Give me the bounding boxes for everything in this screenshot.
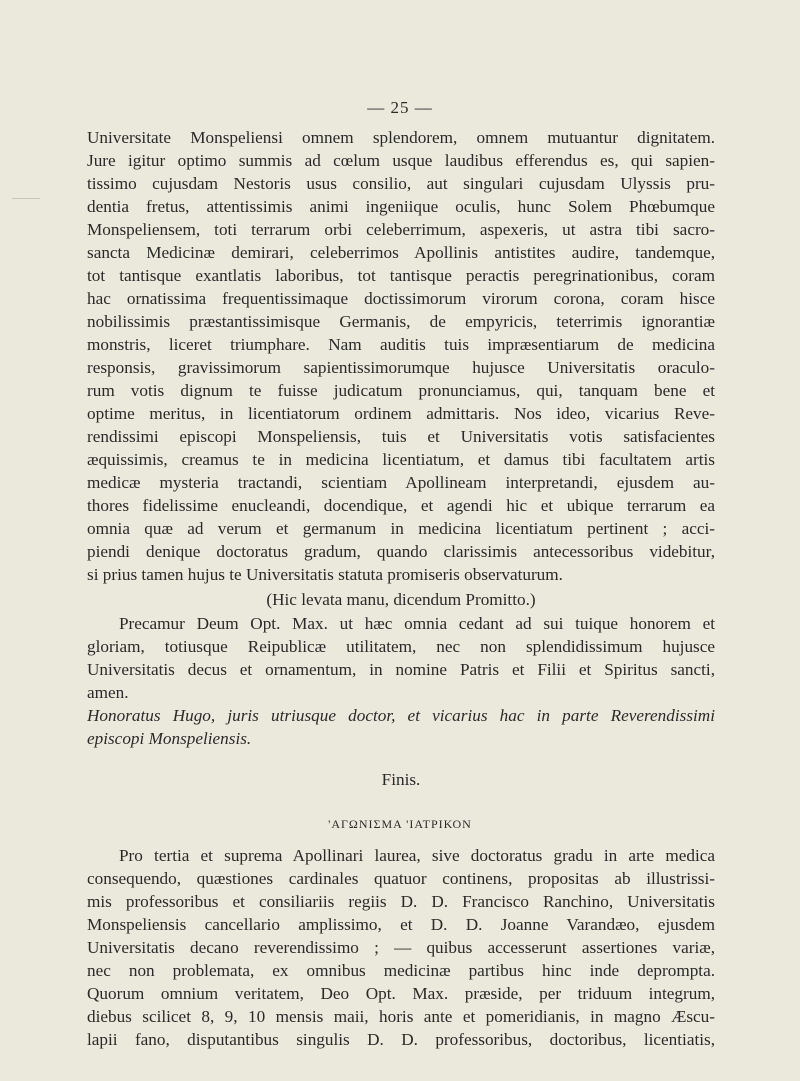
text-line: dentia fretus, attentissimis animi ingeniique oculis, hunc Solem Phœbumque <box>87 197 715 216</box>
text-line: lapii fano, disputantibus singulis D. D. professoribus, doctoribus, licentiatis, <box>87 1030 715 1049</box>
text-line: Jure igitur optimo summis ad cœlum usque laudibus efferendus es, qui sapien- <box>87 151 715 170</box>
text-line: sancta Medicinæ demirari, celeberrimos Apollinis antistites audire, tandemque, <box>87 243 715 262</box>
text-line: Precamur Deum Opt. Max. ut hæc omnia cedant ad sui tuique honorem et <box>119 614 715 633</box>
text-line: consequendo, quæstiones cardinales quatuor continens, propositas ab illustrissi- <box>87 869 715 888</box>
text-line: Quorum omnium veritatem, Deo Opt. Max. præside, per triduum integrum, <box>87 984 715 1003</box>
text-line: Universitatis decus et ornamentum, in nomine Patris et Filii et Spiritus sancti, <box>87 660 715 679</box>
text-line: nec non problemata, ex omnibus medicinæ partibus hinc inde deprompta. <box>87 961 715 980</box>
text-line: hac ornatissima frequentissimaque doctissimorum virorum corona, coram hisce <box>87 289 715 308</box>
text-line: episcopi Monspeliensis. <box>87 729 252 748</box>
text-line: rendissimi episcopi Monspeliensis, tuis et Universitatis votis satisfacientes <box>87 427 715 446</box>
text-line: optime meritus, in licentiatorum ordinem admittaris. Nos ideo, vicarius Reve- <box>87 404 715 423</box>
section-heading: 'ΑΓΩΝΙΣΜΑ 'ΙΑΤΡΙΚΟΝ <box>328 817 472 831</box>
text-line: Universitatis decano reverendissimo ; — quibus accesserunt assertiones variæ, <box>87 938 715 957</box>
text-line: Monspeliensis cancellario amplissimo, et D. D. Joanne Varandæo, ejusdem <box>87 915 715 934</box>
text-line: thores fidelissime enucleandi, docendique, et agendi hic et ubique terrarum ea <box>87 496 715 515</box>
text-line: Honoratus Hugo, juris utriusque doctor, et vicarius hac in parte Reverendissimi <box>87 706 715 725</box>
page-number: — 25 — <box>367 98 433 117</box>
text-line: gloriam, totiusque Reipublicæ utilitatem, nec non splendidissimum hujusce <box>87 637 715 656</box>
text-line: amen. <box>87 683 129 702</box>
text-line: nobilissimis præstantissimisque Germanis, de empyricis, teterrimis ignorantiæ <box>87 312 715 331</box>
text-line: mis professoribus et consiliariis regiis D. D. Francisco Ranchino, Universitatis <box>87 892 715 911</box>
text-line: piendi denique doctoratus gradum, quando clarissimis antecessoribus videbitur, <box>87 542 715 561</box>
text-line: Monspeliensem, toti terrarum orbi celeberrimum, aspexeris, ut astra tibi sacro- <box>87 220 715 239</box>
text-line: Pro tertia et suprema Apollinari laurea, sive doctoratus gradu in arte medica <box>119 846 715 865</box>
text-line: Universitate Monspeliensi omnem splendorem, omnem mutuantur dignitatem. <box>87 128 715 147</box>
stage-direction: (Hic levata manu, dicendum Promitto.) <box>266 590 536 609</box>
text-line: rum votis dignum te fuisse judicatum pronunciamus, qui, tanquam bene et <box>87 381 715 400</box>
text-line: si prius tamen hujus te Universitatis statuta promiseris observaturum. <box>87 565 563 584</box>
text-line: tissimo cujusdam Nestoris usus consilio, aut singulari cujusdam Ulyssis pru- <box>87 174 715 193</box>
text-line: medicæ mysteria tractandi, scientiam Apollineam interpretandi, ejusdem au- <box>87 473 715 492</box>
text-line: omnia quæ ad verum et germanum in medicina licentiatum pertinent ; acci- <box>87 519 715 538</box>
text-line: monstris, liceret triumphare. Nam auditis tuis impræsentiarum de medicina <box>87 335 715 354</box>
finis-label: Finis. <box>381 770 421 789</box>
text-line: tot tantisque exantlatis laboribus, tot tantisque peractis peregrinationibus, coram <box>87 266 715 285</box>
scan-mark <box>12 198 40 205</box>
text-line: responsis, gravissimorum sapientissimorumque hujusce Universitatis oraculo- <box>87 358 715 377</box>
text-line: diebus scilicet 8, 9, 10 mensis maii, horis ante et pomeridianis, in magno Æscu- <box>87 1007 715 1026</box>
text-line: æquissimis, creamus te in medicina licentiatum, et damus tibi facultatem artis <box>87 450 715 469</box>
